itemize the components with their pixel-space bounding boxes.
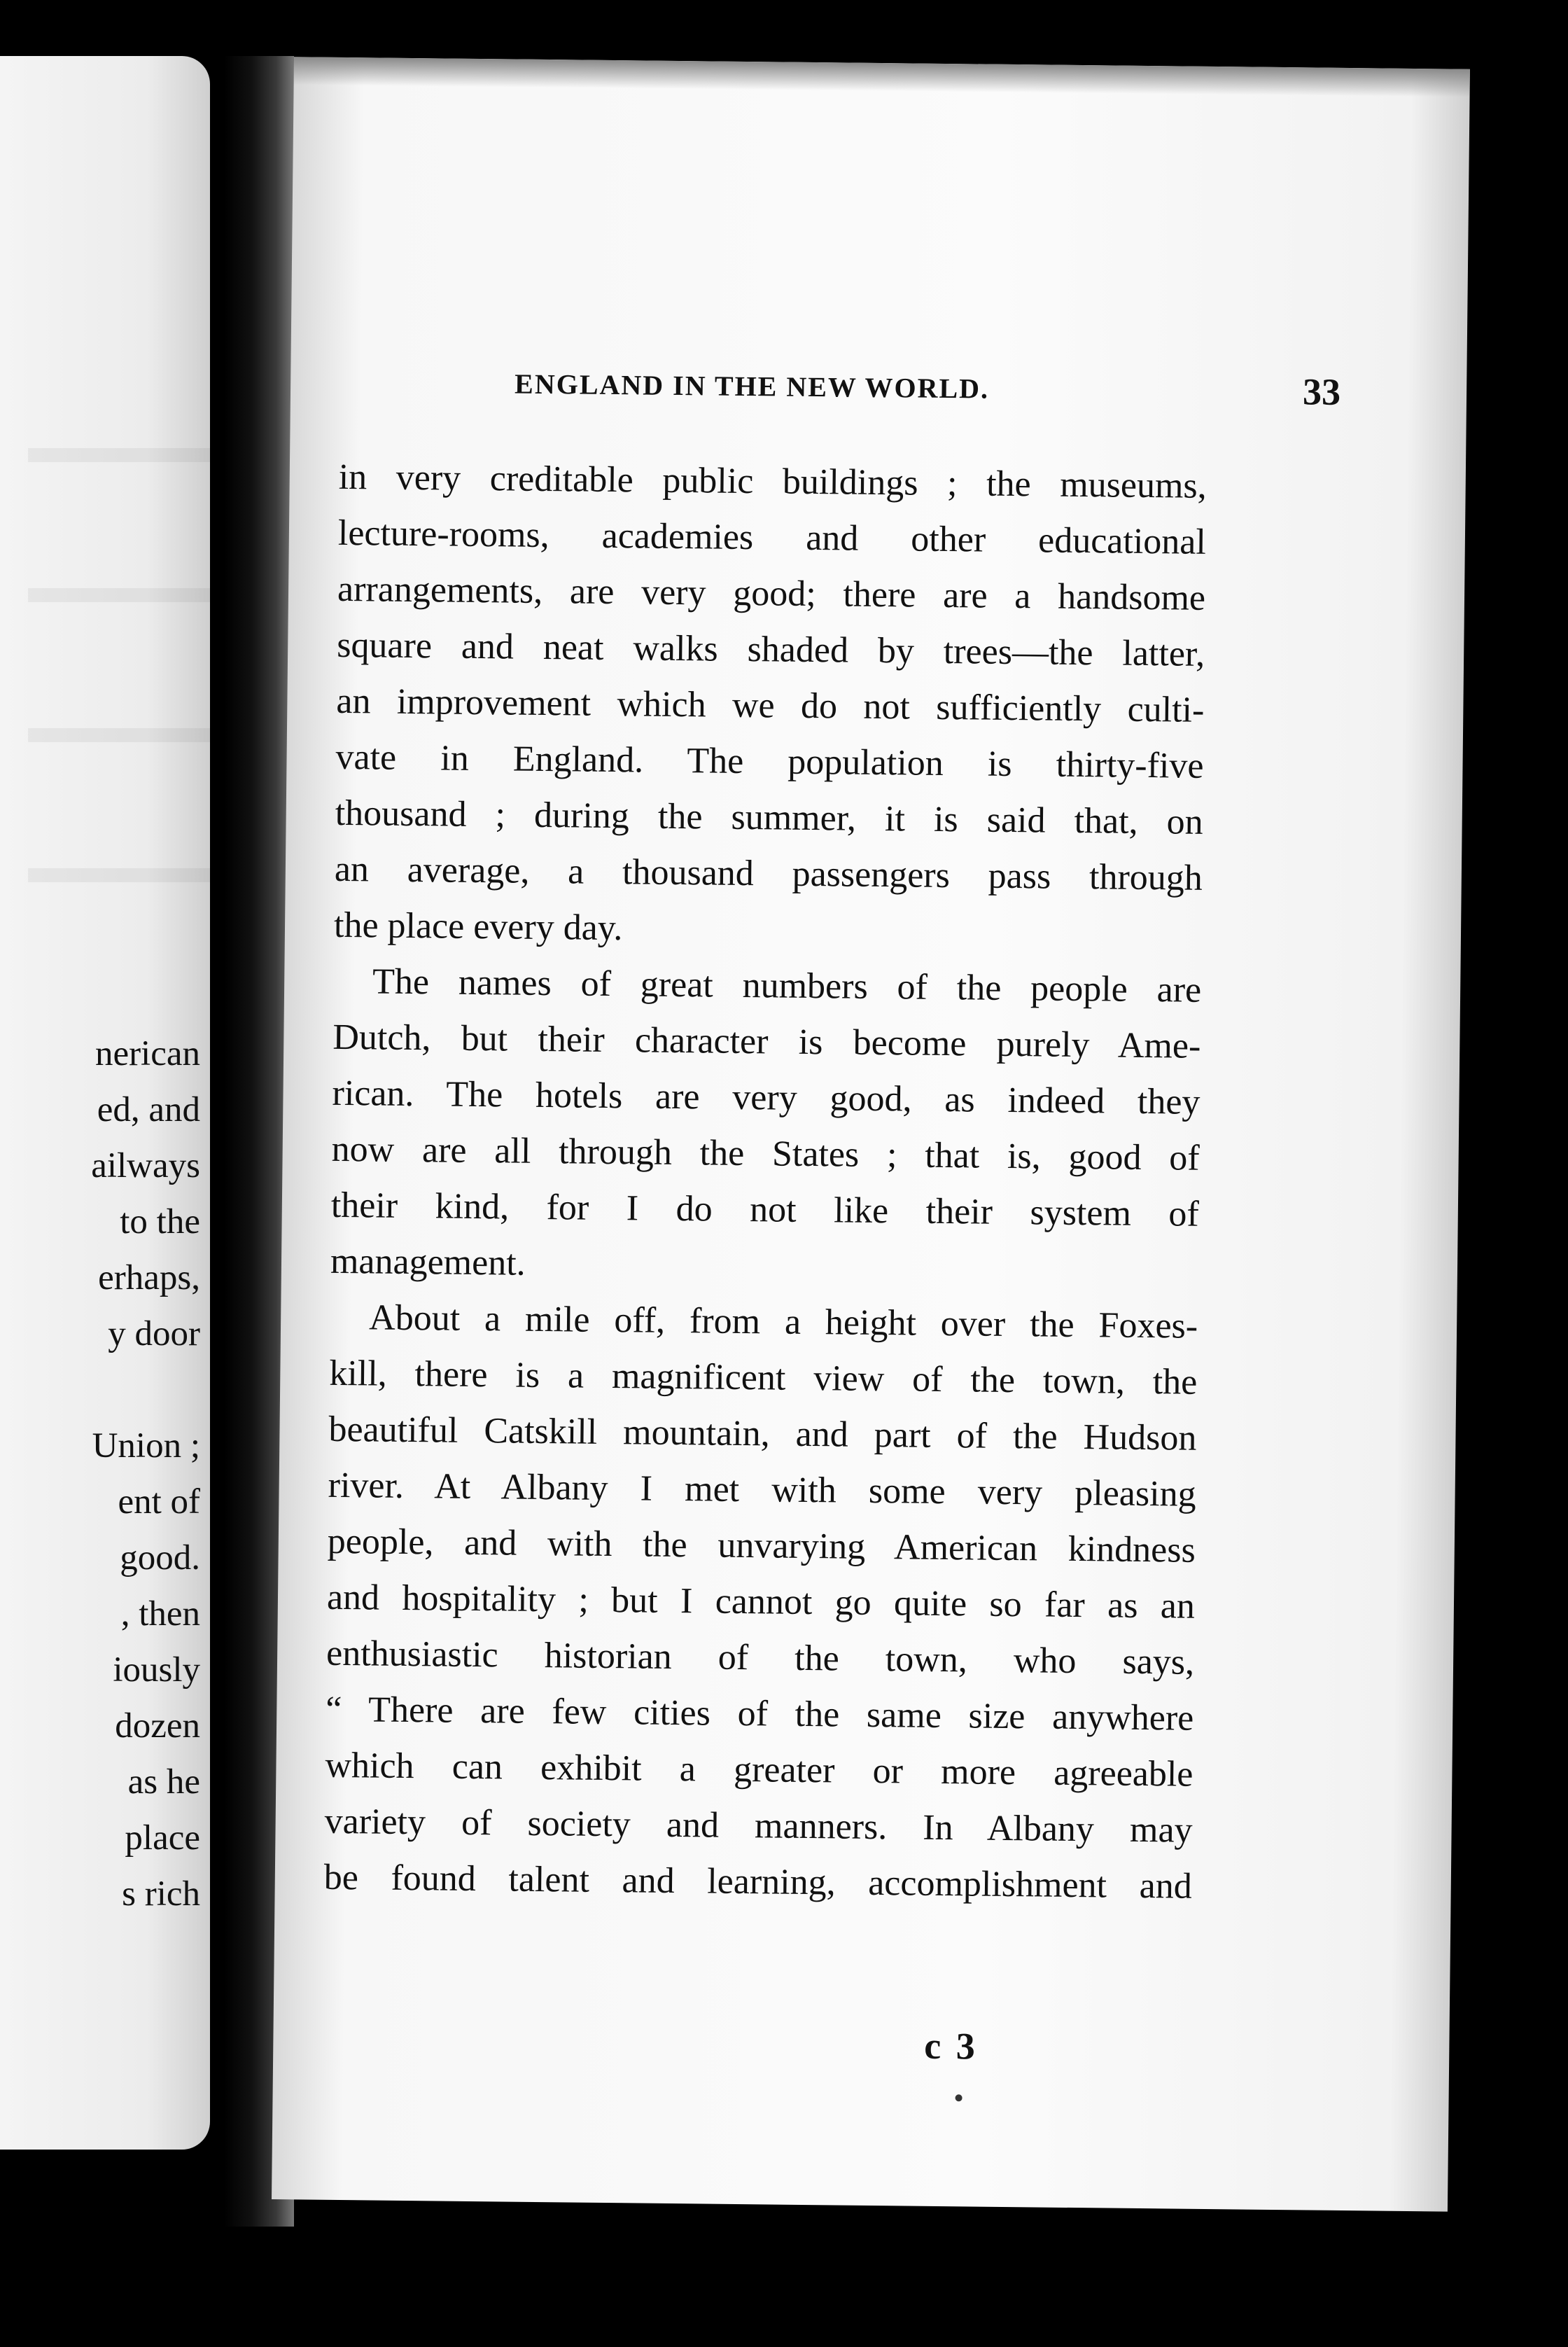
text-line: variety of society and manners. In Albany may [324,1801,1193,1851]
previous-page-line: y door [108,1314,200,1353]
bleed-through-mark [28,868,210,882]
text-line: square and neat walks shaded by trees—the latter, [336,625,1205,674]
previous-page-line: , then [120,1594,200,1634]
text-line: an improvement which we do not sufficiently culti- [336,681,1205,730]
text-line: in very creditable public buildings ; the museums, [338,457,1207,506]
previous-page-line: to the [120,1202,200,1241]
page-number: 33 [1302,370,1341,413]
text-line: which can exhibit a greater or more agreeable [325,1745,1194,1795]
text-line: Dutch, but their character is become purely Ame- [332,1017,1201,1066]
previous-page-line: ent of [118,1482,200,1521]
text-line: now are all through the States ; that is, good of [331,1129,1200,1178]
text-line: beautiful Catskill mountain, and part of the Hudson [328,1409,1197,1458]
previous-page-line: ailways [91,1146,200,1185]
paragraph-start-line: The names of great numbers of the people are [372,961,1202,1010]
text-line: be found talent and learning, accomplishment and [323,1857,1193,1907]
bleed-through-mark [28,728,210,742]
ink-dot [955,2094,962,2101]
book-page [272,57,1470,2211]
previous-page-fragment [0,56,210,2150]
paragraph-end-line: the place every day. [333,905,623,949]
paragraph-end-line: management. [330,1241,526,1283]
text-line: people, and with the unvarying American kindness [327,1521,1196,1571]
previous-page-line: iously [113,1650,200,1690]
text-line: rican. The hotels are very good, as indeed they [332,1073,1200,1122]
previous-page-line: s rich [122,1874,200,1914]
text-line: “ There are few cities of the same size anywhere [326,1689,1194,1739]
text-line: enthusiastic historian of the town, who says, [326,1633,1195,1683]
text-line: their kind, for I do not like their system of [330,1185,1200,1234]
text-line: vate in England. The population is thirty-five [335,737,1204,786]
previous-page-line: place [125,1818,200,1858]
previous-page-line: dozen [115,1706,200,1746]
bleed-through-mark [28,588,210,602]
previous-page-line: as he [127,1762,200,1802]
bleed-through-mark [28,448,210,462]
text-line: and hospitality ; but I cannot go quite so far as an [326,1577,1196,1627]
text-line: arrangements, are very good; there are a handsome [337,569,1206,618]
previous-page-line: ed, and [97,1090,200,1129]
text-line: lecture-rooms, academies and other educational [337,513,1207,562]
previous-page-line: erhaps, [98,1258,200,1297]
text-line: kill, there is a magnificent view of the town, the [329,1353,1198,1402]
body-text [323,450,1207,1915]
previous-page-line: good. [120,1538,200,1578]
page-top-edge [294,57,1470,97]
previous-page-line: Union ; [92,1426,200,1465]
running-title: ENGLAND IN THE NEW WORLD. [514,368,990,405]
running-head [514,368,1341,413]
previous-page-line: nerican [94,1034,200,1073]
text-line: thousand ; during the summer, it is said that, on [335,793,1203,842]
signature-mark: c 3 [924,2024,979,2068]
paragraph-start-line: About a mile off, from a height over the Foxes- [368,1297,1198,1346]
text-line: river. At Albany I met with some very pleasing [328,1465,1196,1514]
text-line: an average, a thousand passengers pass through [334,849,1203,898]
